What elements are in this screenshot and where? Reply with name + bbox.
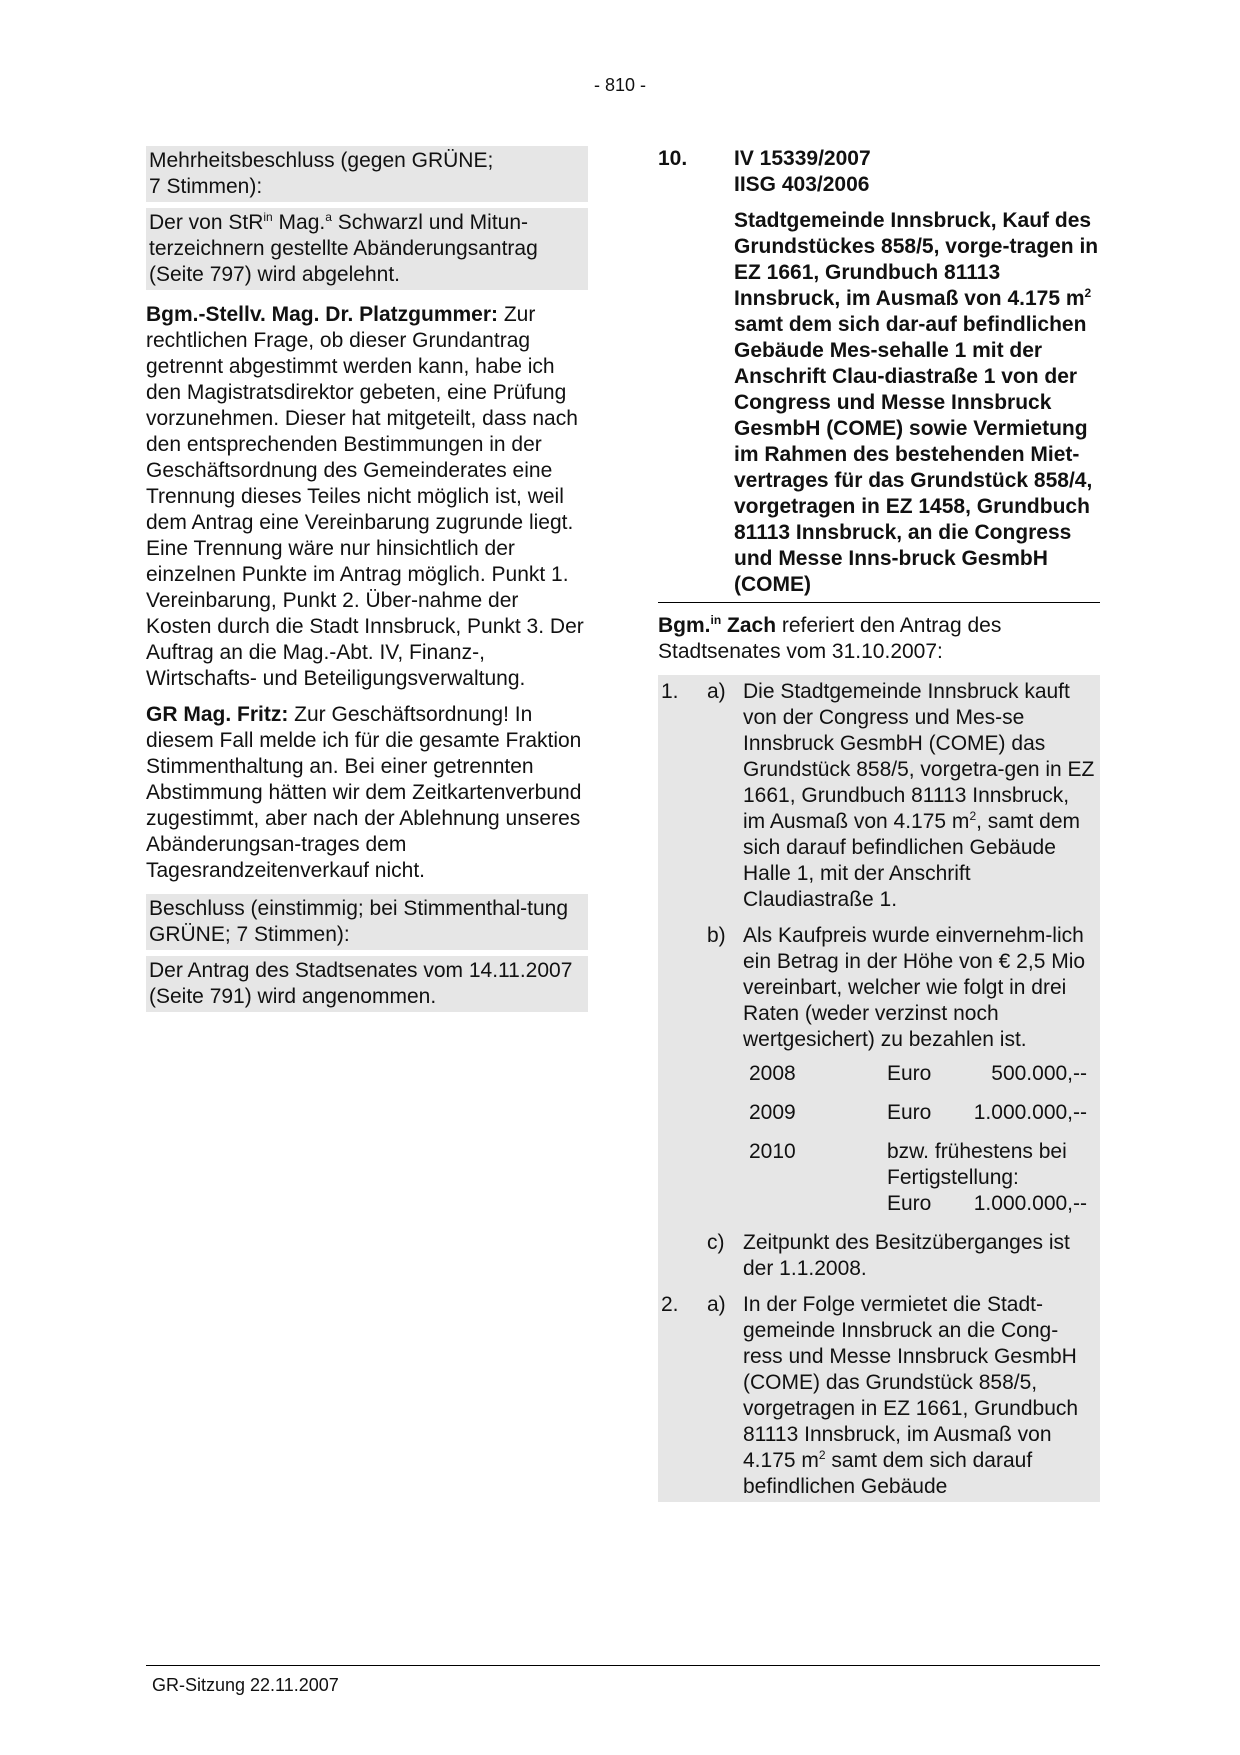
speech-paragraph: Bgm.-Stellv. Mag. Dr. Platzgummer: Zur rechtlichen Frage, ob dieser Grundantrag getrennt abgestimmt werden kann, habe ich den Magistratsdirektor gebeten, eine Prüfung vorzunehmen. Dieser hat mitgeteilt, dass nach den entsprechenden Bestimmungen in der Geschäftsordnung des Gemeinderates eine Trennung dieses Teiles nicht möglich ist, weil dem Antrag eine Vereinbarung zugrunde liegt. Eine Trennung wäre nur hinsichtlich der einzelnen Punkte im Antrag möglich. Punkt 1. Vereinbarung, Punkt 2. Über-nahme der Kosten durch die Stadt Innsbruck, Punkt 3. Der Auftrag an die Mag.-Abt. IV, Finanz-, Wirtschafts- und Beteiligungsverwaltung.: [146, 303, 584, 690]
reporter-name: Bgm.$^{in}$ Zach: [658, 613, 777, 637]
proposal-block: [658, 675, 1100, 1502]
agenda-item-title: Stadtgemeinde Innsbruck, Kauf des Grundstückes 858/5, vorge-tragen in EZ 1661, Grundbuch 81113 Innsbruck, im Ausmaß von 4.175 $m^2$ samt dem sich dar-auf befindlichen Gebäude Mes-sehalle 1 mit der Anschrift Clau-diastraße 1 von der Congress und Messe Innsbruck GesmbH (COME) sowie Vermietung im Rahmen des bestehenden Miet-vertrages für das Grundstück 858/4, vorgetragen in EZ 1458, Grundbuch 81113 Innsbruck, an die Congress und Messe Inns-bruck GesmbH (COME): [734, 209, 1099, 596]
page-number: - 810 -: [593, 75, 647, 95]
agenda-item-number: 10.: [658, 147, 688, 170]
agenda-item-header: [658, 146, 1100, 172]
payment-rates-table: [743, 1061, 1097, 1217]
footer-divider: [146, 1665, 1100, 1666]
table-row: 2008 Euro 500.000,--: [749, 1062, 1087, 1085]
speech-paragraph: GR Mag. Fritz: Zur Geschäftsordnung! In diesem Fall melde ich für die gesamte Fraktion Stimmenthaltung an. Bei einer getrennten Abstimmung hätten wir dem Zeitkartenverbund zugestimmt, aber nach der Ablehnung unseres Abänderungsan-trages dem Tagesrandzeitenverkauf nicht.: [146, 703, 582, 882]
proposal-point-1c: c) Zeitpunkt des Besitzüberganges ist der 1.1.2008.: [707, 1231, 1070, 1280]
resolution-block-2: [146, 208, 588, 290]
agenda-ref: IV 15339/2007: [734, 147, 871, 170]
resolution-block-1: [146, 146, 588, 202]
report-intro: Bgm.$^{in}$ Zach referiert den Antrag des Stadtsenates vom 31.10.2007:: [658, 613, 1002, 663]
resolution-text: Beschluss (einstimmig; bei Stimmenthal-tung GRÜNE; 7 Stimmen):: [149, 897, 568, 946]
proposal-point-2a: 2. a) In der Folge vermietet die Stadt-gemeinde Innsbruck an die Cong-ress und Messe Innsbruck GesmbH (COME) das Grundstück 858/5, vorgetragen in EZ 1661, Grundbuch 81113 Innsbruck, im Ausmaß von 4.175 $m^2$ samt dem sich darauf befindlichen Gebäude: [661, 1293, 1079, 1498]
right-column: [658, 146, 1100, 1502]
speaker-name: GR Mag. Fritz:: [146, 703, 289, 726]
divider: [658, 602, 1100, 603]
resolution-text: Der von StR$^{in}$ Mag.$^a$ Schwarzl und Mitun-terzeichnern gestellte Abänderungsantrag (Seite 797) wird abgelehnt.: [149, 210, 538, 286]
proposal-point-1b: b) Als Kaufpreis wurde einvernehm-lich ein Betrag in der Höhe von € 2,5 Mio vereinbart, welcher wie folgt in drei Raten (weder verzinst noch wertgesichert) zu bezahlen ist.: [707, 924, 1086, 1051]
resolution-text: Mehrheitsbeschluss (gegen GRÜNE;: [149, 149, 494, 172]
proposal-point-1a: 1. a) Die Stadtgemeinde Innsbruck kauft von der Congress und Mes-se Innsbruck GesmbH (COME) das Grundstück 858/5, vorgetra-gen in EZ 1661, Grundbuch 81113 Innsbruck, im Ausmaß von 4.175 $m^2$, samt dem sich darauf befindlichen Gebäude Halle 1, mit der Anschrift Claudiastraße 1.: [661, 680, 1095, 911]
table-row: 2010 bzw. frühestens bei Fertigstellung: Euro 1.000.000,--: [749, 1140, 1087, 1215]
agenda-ref: IISG 403/2006: [734, 173, 870, 196]
resolution-block-4: [146, 956, 588, 1012]
resolution-text: 7 Stimmen):: [149, 175, 263, 198]
left-column: [146, 146, 588, 1012]
resolution-text: Der Antrag des Stadtsenates vom 14.11.2007 (Seite 791) wird angenommen.: [149, 959, 573, 1008]
footer-text: GR-Sitzung 22.11.2007: [152, 1675, 339, 1695]
table-row: 2009 Euro 1.000.000,--: [749, 1101, 1087, 1124]
resolution-block-3: [146, 894, 588, 950]
speaker-name: Bgm.-Stellv. Mag. Dr. Platzgummer:: [146, 303, 499, 326]
